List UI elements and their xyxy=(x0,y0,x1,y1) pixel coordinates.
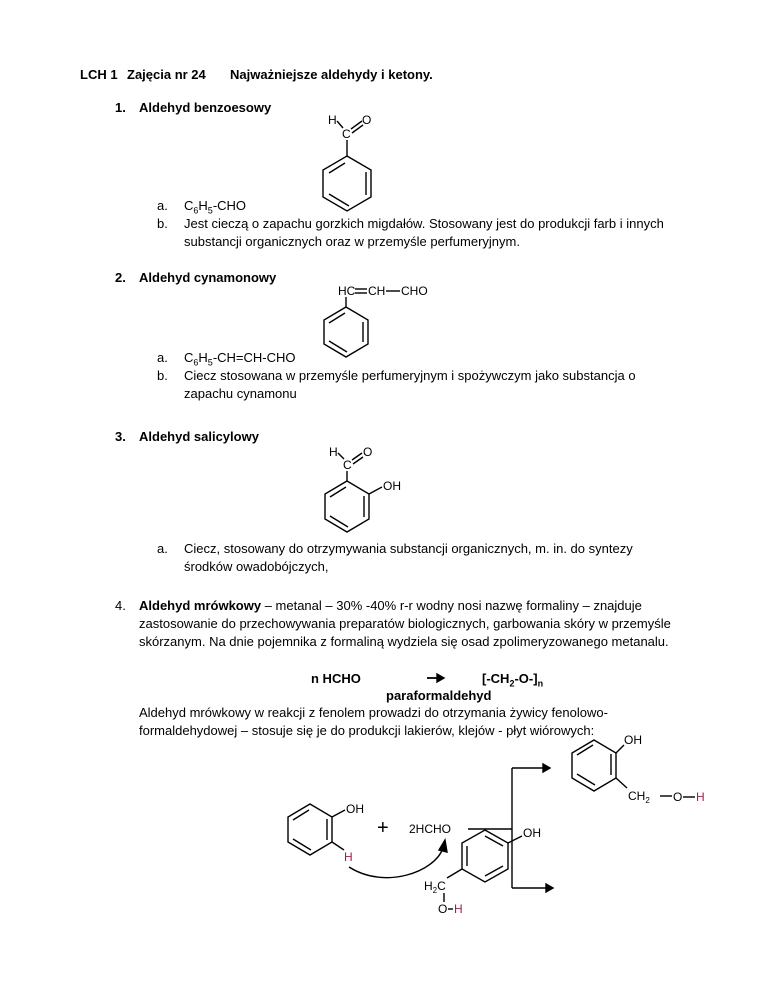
para-h2c-label xyxy=(424,879,446,895)
chem-label-o: O xyxy=(362,113,372,127)
s2-item-a-mark: a. xyxy=(157,350,168,365)
section-4-line1 xyxy=(139,596,642,615)
benzaldehyde-structure xyxy=(300,108,400,208)
section-4-line1-rest: – metanal – 30% -40% r-r wodny nosi nazwę formaliny – znajduje xyxy=(261,598,642,613)
ortho-ch2-label xyxy=(628,789,650,805)
s1-formula-cho: -CHO xyxy=(212,198,247,213)
s1-item-a-mark: a. xyxy=(157,198,168,213)
section-4-para-line1: Aldehyd mrówkowy w reakcji z fenolem prowadzi do otrzymania żywicy fenolowo- xyxy=(139,705,608,720)
chem-label-h: H xyxy=(329,445,338,459)
para-h-label: H xyxy=(454,902,463,916)
section-4-line2: zastosowanie do przechowywania preparatów biologicznych, garbowania skóry w przemyśle xyxy=(139,616,671,631)
phenol-h-label: H xyxy=(344,850,353,864)
ortho-ch-part: CH xyxy=(628,789,646,803)
ortho-o-label: O xyxy=(673,790,683,804)
s1-formula-sub5: 5 xyxy=(207,205,213,216)
ortho-h-label: H xyxy=(696,790,705,804)
s1-item-b-line2: substancji organicznych oraz w przemyśle perfumeryjnym. xyxy=(184,234,520,249)
section-4-para-line2: formaldehydowej – stosuje się je do produkcji lakierów, klejów - płyt wiórowych: xyxy=(139,723,595,738)
chem-label-h: H xyxy=(328,113,337,127)
ortho-oh-label: OH xyxy=(624,733,642,747)
ortho-product-tail xyxy=(660,788,720,808)
cinnamaldehyde-structure xyxy=(300,280,430,360)
chem-label-ch: CH xyxy=(368,284,386,298)
s1-formula-h: H xyxy=(198,198,208,213)
s3-item-a-line1: Ciecz, stosowany do otrzymywania substancji organicznych, m. in. do syntezy xyxy=(184,541,633,556)
equation-reactant: n HCHO xyxy=(311,671,361,686)
para-sub2: 2 xyxy=(432,886,438,895)
s2-formula-sub6: 6 xyxy=(193,357,199,368)
eq-formula-subn: n xyxy=(537,678,544,689)
chem-label-cho: CHO xyxy=(401,284,428,298)
s2-item-b-line2: zapachu cynamonu xyxy=(184,386,297,401)
s2-formula-chain: -CH=CH-CHO xyxy=(212,350,296,365)
para-c-part: C xyxy=(437,879,446,893)
section-4-title: Aldehyd mrówkowy xyxy=(139,598,262,613)
section-1-number: 1. xyxy=(115,100,126,115)
section-4-number: 4. xyxy=(115,598,126,613)
header-lesson: Zajęcia nr 24 xyxy=(127,67,206,82)
equation-arrow xyxy=(426,672,446,684)
header-course: LCH 1 xyxy=(80,67,118,82)
section-2-title: Aldehyd cynamonowy xyxy=(139,270,277,285)
chem-label-c: C xyxy=(343,458,352,472)
s1-formula-c: C xyxy=(184,198,194,213)
chem-label-o: O xyxy=(363,445,373,459)
eq-formula-sub2: 2 xyxy=(509,678,515,689)
plus-sign: + xyxy=(377,817,389,839)
s3-item-a-mark: a. xyxy=(157,541,168,556)
chem-label-oh: OH xyxy=(383,479,401,493)
s2-formula-c: C xyxy=(184,350,194,365)
s1-item-b-line1: Jest cieczą o zapachu gorzkich migdałów. Stosowany jest do produkcji farb i innych xyxy=(184,216,664,231)
s2-item-b-line1: Ciecz stosowana w przemyśle perfumeryjnym i spożywczym jako substancja o xyxy=(184,368,636,383)
s3-item-a-line2: środków owadobójczych, xyxy=(184,559,329,574)
section-4-line3: skórzanym. Na dnie pojemnika z formaliną wydziela się osad zpolimeryzowanego metanalu. xyxy=(139,634,669,649)
phenol-oh-label: OH xyxy=(346,802,364,816)
equation-product-name: paraformaldehyd xyxy=(386,688,492,703)
s1-formula-sub6: 6 xyxy=(193,205,199,216)
header-title: Najważniejsze aldehydy i ketony. xyxy=(230,67,433,82)
section-3-title: Aldehyd salicylowy xyxy=(139,429,259,444)
s2-formula-sub5: 5 xyxy=(207,357,213,368)
s2-formula-h: H xyxy=(198,350,208,365)
reagent-label: 2HCHO xyxy=(409,822,452,836)
ortho-sub2: 2 xyxy=(645,796,650,805)
section-1-title: Aldehyd benzoesowy xyxy=(139,100,272,115)
s2-item-b-mark: b. xyxy=(157,368,168,383)
chem-label-c: C xyxy=(342,127,351,141)
salicylaldehyde-structure xyxy=(300,440,420,530)
para-product-structure xyxy=(400,820,570,920)
chem-label-hc: HC xyxy=(338,284,356,298)
section-2-number: 2. xyxy=(115,270,126,285)
para-o-label: O xyxy=(438,902,448,916)
eq-formula-part1: [-CH xyxy=(482,671,510,686)
section-3-number: 3. xyxy=(115,429,126,444)
para-h-part: H xyxy=(424,879,433,893)
s1-item-b-mark: b. xyxy=(157,216,168,231)
eq-formula-part2: -O-] xyxy=(514,671,538,686)
para-oh-label: OH xyxy=(523,826,541,840)
